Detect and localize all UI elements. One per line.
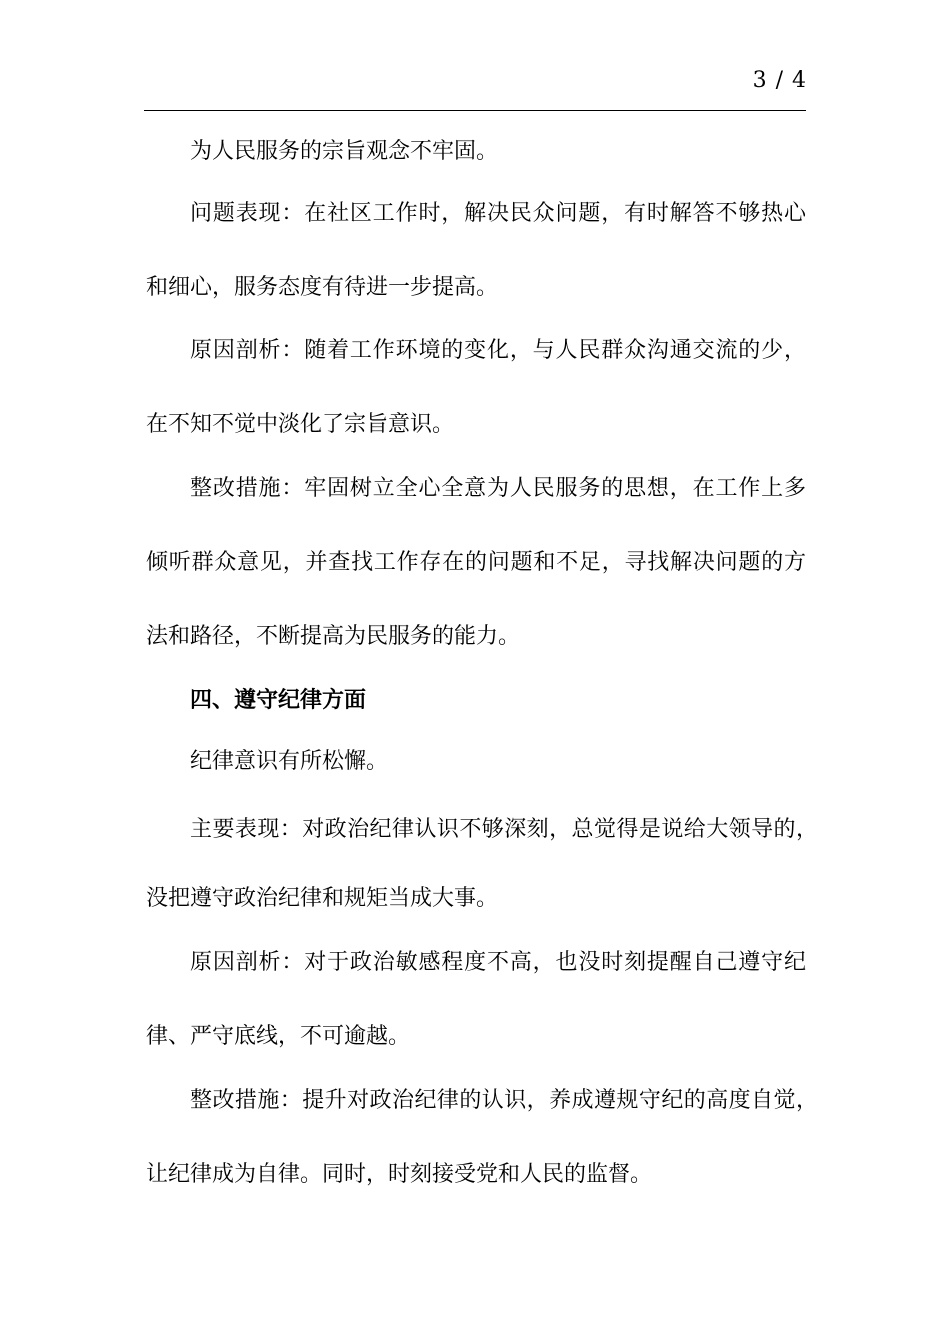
paragraph-line: 纪律意识有所松懈。 — [190, 749, 389, 774]
paragraph-line: 让纪律成为自律。同时，时刻接受党和人民的监督。 — [146, 1162, 653, 1187]
paragraph-line: 整改措施：牢固树立全心全意为人民服务的思想，在工作上多 — [190, 476, 806, 501]
paragraph-line: 和细心，服务态度有待进一步提高。 — [146, 275, 499, 300]
paragraph-line: 原因剖析：随着工作环境的变化，与人民群众沟通交流的少， — [190, 338, 806, 363]
paragraph-line: 律、严守底线，不可逾越。 — [146, 1024, 411, 1049]
paragraph-line: 倾听群众意见，并查找工作存在的问题和不足，寻找解决问题的方 — [146, 550, 806, 575]
paragraph-line: 问题表现：在社区工作时，解决民众问题，有时解答不够热心 — [190, 201, 806, 226]
page-number: 3 / 4 — [752, 68, 807, 93]
paragraph-line: 原因剖析：对于政治敏感程度不高，也没时刻提醒自己遵守纪 — [190, 950, 806, 975]
paragraph-line: 为人民服务的宗旨观念不牢固。 — [190, 139, 499, 164]
paragraph-line: 整改措施：提升对政治纪律的认识，养成遵规守纪的高度自觉， — [190, 1088, 818, 1113]
paragraph-line: 法和路径，不断提高为民服务的能力。 — [146, 624, 521, 649]
section-heading: 四、遵守纪律方面 — [190, 687, 367, 713]
header-rule — [144, 110, 806, 111]
paragraph-line: 在不知不觉中淡化了宗旨意识。 — [146, 412, 455, 437]
paragraph-line: 没把遵守政治纪律和规矩当成大事。 — [146, 886, 499, 911]
paragraph-line: 主要表现：对政治纪律认识不够深刻，总觉得是说给大领导的， — [190, 817, 818, 842]
